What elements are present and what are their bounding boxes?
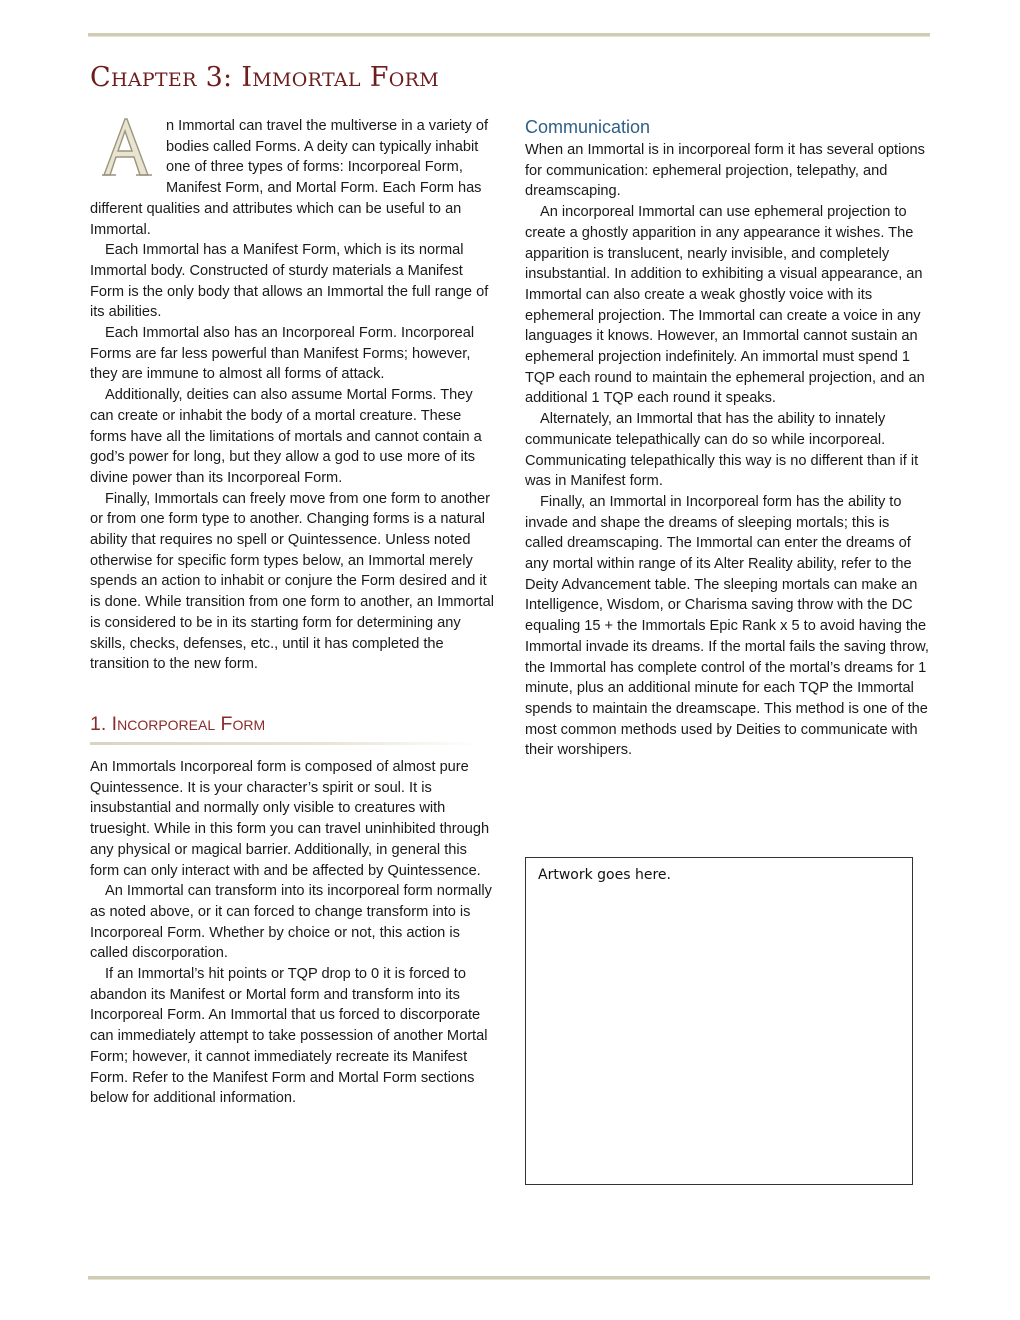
subheading-communication: Communication: [525, 117, 651, 137]
section-heading-incorporeal-form: 1. Incorporeal Form: [90, 712, 266, 735]
intro-first-text: n Immortal can travel the multiverse in a variety of bodies called Forms. A deity can typically inhabit one of three types of forms: Incorporeal Form, Manifest Form, and Mortal Form. Each Form has different qualities and attributes which can be useful to an Immortal.: [90, 118, 488, 238]
communication-paragraph-3: Alternately, an Immortal that has the ability to innately communicate telepathically can do so while incorporeal. Communicating telepathically this way is no different than if it was in Manifest form.: [525, 411, 919, 490]
artwork-placeholder-text: Artwork goes here.: [538, 867, 671, 883]
communication-paragraph-4: Finally, an Immortal in Incorporeal form has the ability to invade and shape the dreams of sleeping mortals; this is called dreamscaping. The Immortal can enter the dreams of any mortal within range of its Alter Reality ability, refer to the Deity Advancement table. The sleeping mortals can make an Intelligence, Wisdom, or Charisma saving throw with the DC equaling 15 + the Immortals Epic Rank x 5 to avoid having the Immortal invade its dreams. If the mortal fails the saving throw, the Immortal has complete control of the mortal’s dreams for 1 minute, plus an additional minute for each TQP the Immortal spends to maintain the dreamscape. This method is one of the most common methods used by Deities to communicate with their worshipers.: [525, 493, 929, 759]
intro-paragraph-5: Finally, Immortals can freely move from one form to another or from one form type to another. Changing forms is a natural ability that requires no spell or Quintessence. Unless noted otherwise for specific form types below, an Immortal merely spends an action to inhabit or conjure the Form desired and it is done. While transition from one form to another, an Immortal is considered to be in its starting form for determining any skills, checks, defenses, etc., until it has completed the transition to the new form.: [90, 490, 494, 673]
artwork-placeholder-box: [525, 857, 913, 1185]
section-heading-underline: [90, 742, 480, 745]
drop-cap-letter: [96, 117, 154, 179]
section-paragraph-3: If an Immortal’s hit points or TQP drop to 0 it is forced to abandon its Manifest or Mortal form and transform into its Incorporeal Form. An Immortal that us forced to discorporate can immediately attempt to take possession of another Mortal Form; however, it cannot immediately recreate its Manifest Form. Refer to the Manifest Form and Mortal Form sections below for additional information.: [90, 966, 488, 1107]
communication-paragraph-1: When an Immortal is in incorporeal form it has several options for communication: ephemeral projection, telepathy, and dreamscaping.: [525, 142, 925, 200]
chapter-title: Chapter 3: Immortal Form: [90, 62, 439, 93]
intro-paragraph: [90, 116, 494, 240]
communication-paragraph-2: An incorporeal Immortal can use ephemeral projection to create a ghostly apparition in any appearance it wishes. The apparition is translucent, nearly invisible, and completely insubstantial. In addition to exhibiting a visual appearance, an Immortal can also create a weak ghostly voice with its ephemeral projection. The Immortal can create a voice in any languages it knows. However, an Immortal cannot sustain an ephemeral projection indefinitely. An immortal must spend 1 TQP each round to maintain the ephemeral projection, and an additional 1 TQP each round it speaks.: [525, 204, 925, 407]
section-paragraph-1: An Immortals Incorporeal form is composed of almost pure Quintessence. It is your character’s spirit or soul. It is insubstantial and normally only visible to creatures with truesight. While in this form you can travel uninhibited through any physical or magical barrier. Additionally, in general this form can only interact with and be affected by Quintessence.: [90, 758, 490, 879]
intro-paragraph-3: Each Immortal also has an Incorporeal Form. Incorporeal Forms are far less powerful than Manifest Forms; however, they are immune to almost all forms of attack.: [90, 325, 475, 383]
left-column: [90, 116, 494, 1109]
section-paragraph-2: An Immortal can transform into its incorporeal form normally as noted above, or it can forced to change transform into is Incorporeal Form. Whether by choice or not, this action is called discorporation.: [90, 883, 492, 962]
right-column: [525, 116, 931, 761]
bottom-border-rule: [88, 1276, 930, 1280]
top-border-rule: [88, 33, 930, 37]
intro-paragraph-2: Each Immortal has a Manifest Form, which is its normal Immortal body. Constructed of sturdy materials a Manifest Form is the only body that allows an Immortal the full range of its abilities.: [90, 242, 489, 321]
intro-paragraph-4: Additionally, deities can also assume Mortal Forms. They can create or inhabit the body of a mortal creature. These forms have all the limitations of mortals and cannot contain a god’s power for long, but they allow a god to use more of its divine power than its Incorporeal Form.: [90, 387, 482, 486]
